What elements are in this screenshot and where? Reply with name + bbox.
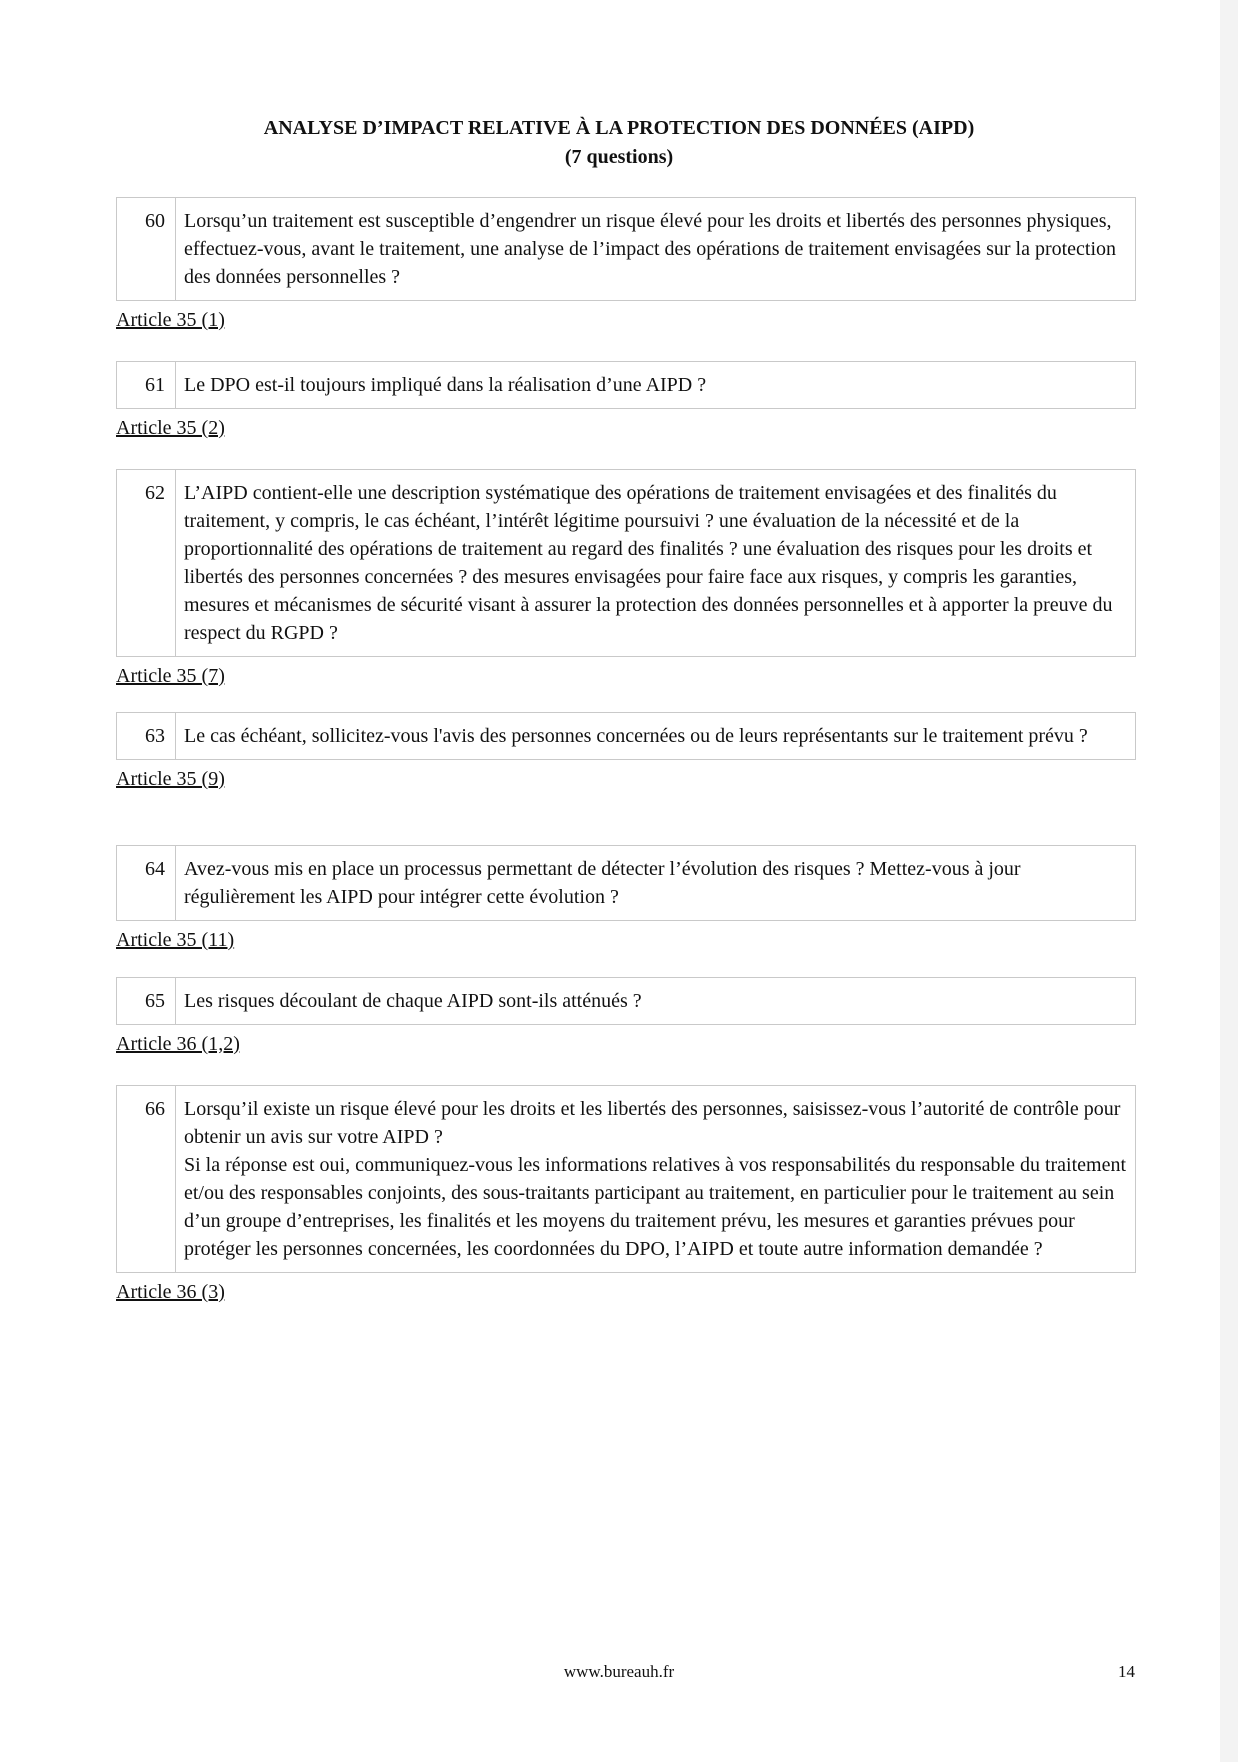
section-title <box>0 114 1238 172</box>
section-title-main: ANALYSE D’IMPACT RELATIVE À LA PROTECTION DES DONNÉES (AIPD) <box>263 117 975 139</box>
question-number: 63 <box>117 713 176 759</box>
article-reference: Article 35 (7) <box>116 665 225 687</box>
question-number: 60 <box>117 198 176 300</box>
question-block-62 <box>116 469 1136 689</box>
question-number: 62 <box>117 470 176 656</box>
question-number: 66 <box>117 1086 176 1272</box>
footer-url: www.bureauh.fr <box>563 1662 675 1681</box>
question-number: 65 <box>117 978 176 1024</box>
question-box <box>116 712 1136 760</box>
question-text-part1: Lorsqu’il existe un risque élevé pour les droits et les libertés des personnes, saisissez-vous l’autorité de contrôle pour obtenir un avis sur votre AIPD ? <box>184 1098 1121 1148</box>
question-text <box>176 1086 1135 1272</box>
question-text-part2: Si la réponse est oui, communiquez-vous les informations relatives à vos responsabilités du responsable du traitement et/ou des responsables conjoints, des sous-traitants participant au traitement, en particulier pour le traitement au sein d’un groupe d’entreprises, les finalités et les moyens du traitement prévu, les mesures et garanties prévues pour protéger les personnes concernées, les coordonnées du DPO, l’AIPD et toute autre information demandée ? <box>184 1154 1127 1260</box>
article-reference: Article 35 (1) <box>116 309 225 331</box>
question-text: Lorsqu’un traitement est susceptible d’engendrer un risque élevé pour les droits et libertés des personnes physiques, effectuez-vous, avant le traitement, une analyse de l’impact des opérations de traitement envisagées sur la protection des données personnelles ? <box>184 210 1117 288</box>
question-text: Le cas échéant, sollicitez-vous l'avis des personnes concernées ou de leurs représentants sur le traitement prévu ? <box>184 725 1088 747</box>
question-box <box>116 197 1136 301</box>
question-text: Les risques découlant de chaque AIPD sont-ils atténués ? <box>184 990 642 1012</box>
question-number: 64 <box>117 846 176 920</box>
question-block-65 <box>116 977 1136 1057</box>
article-reference: Article 36 (1,2) <box>116 1033 240 1055</box>
question-block-63 <box>116 712 1136 792</box>
question-block-60 <box>116 197 1136 333</box>
question-box <box>116 361 1136 409</box>
page-number: 14 <box>1118 1662 1135 1681</box>
question-text: L’AIPD contient-elle une description systématique des opérations de traitement envisagées et des finalités du traitement, y compris, le cas échéant, l’intérêt légitime poursuivi ? une évaluation de la nécessité et de la proportionnalité des opérations de traitement au regard des finalités ? une évaluation des risques pour les droits et libertés des personnes concernées ? des mesures envisagées pour faire face aux risques, y compris les garanties, mesures et mécanismes de sécurité visant à assurer la protection des données personnelles et à apporter la preuve du respect du RGPD ? <box>184 482 1113 644</box>
question-box <box>116 845 1136 921</box>
question-block-61 <box>116 361 1136 441</box>
question-number: 61 <box>117 362 176 408</box>
question-box <box>116 469 1136 657</box>
article-reference: Article 35 (9) <box>116 768 225 790</box>
question-block-64 <box>116 845 1136 953</box>
article-reference: Article 35 (2) <box>116 417 225 439</box>
question-text: Avez-vous mis en place un processus permettant de détecter l’évolution des risques ? Mettez-vous à jour régulièrement les AIPD pour intégrer cette évolution ? <box>184 858 1021 908</box>
article-reference: Article 36 (3) <box>116 1281 225 1303</box>
section-title-count: (7 questions) <box>564 146 674 168</box>
question-box <box>116 977 1136 1025</box>
article-reference: Article 35 (11) <box>116 929 235 951</box>
question-box <box>116 1085 1136 1273</box>
question-block-66 <box>116 1085 1136 1305</box>
question-text: Le DPO est-il toujours impliqué dans la réalisation d’une AIPD ? <box>184 374 707 396</box>
